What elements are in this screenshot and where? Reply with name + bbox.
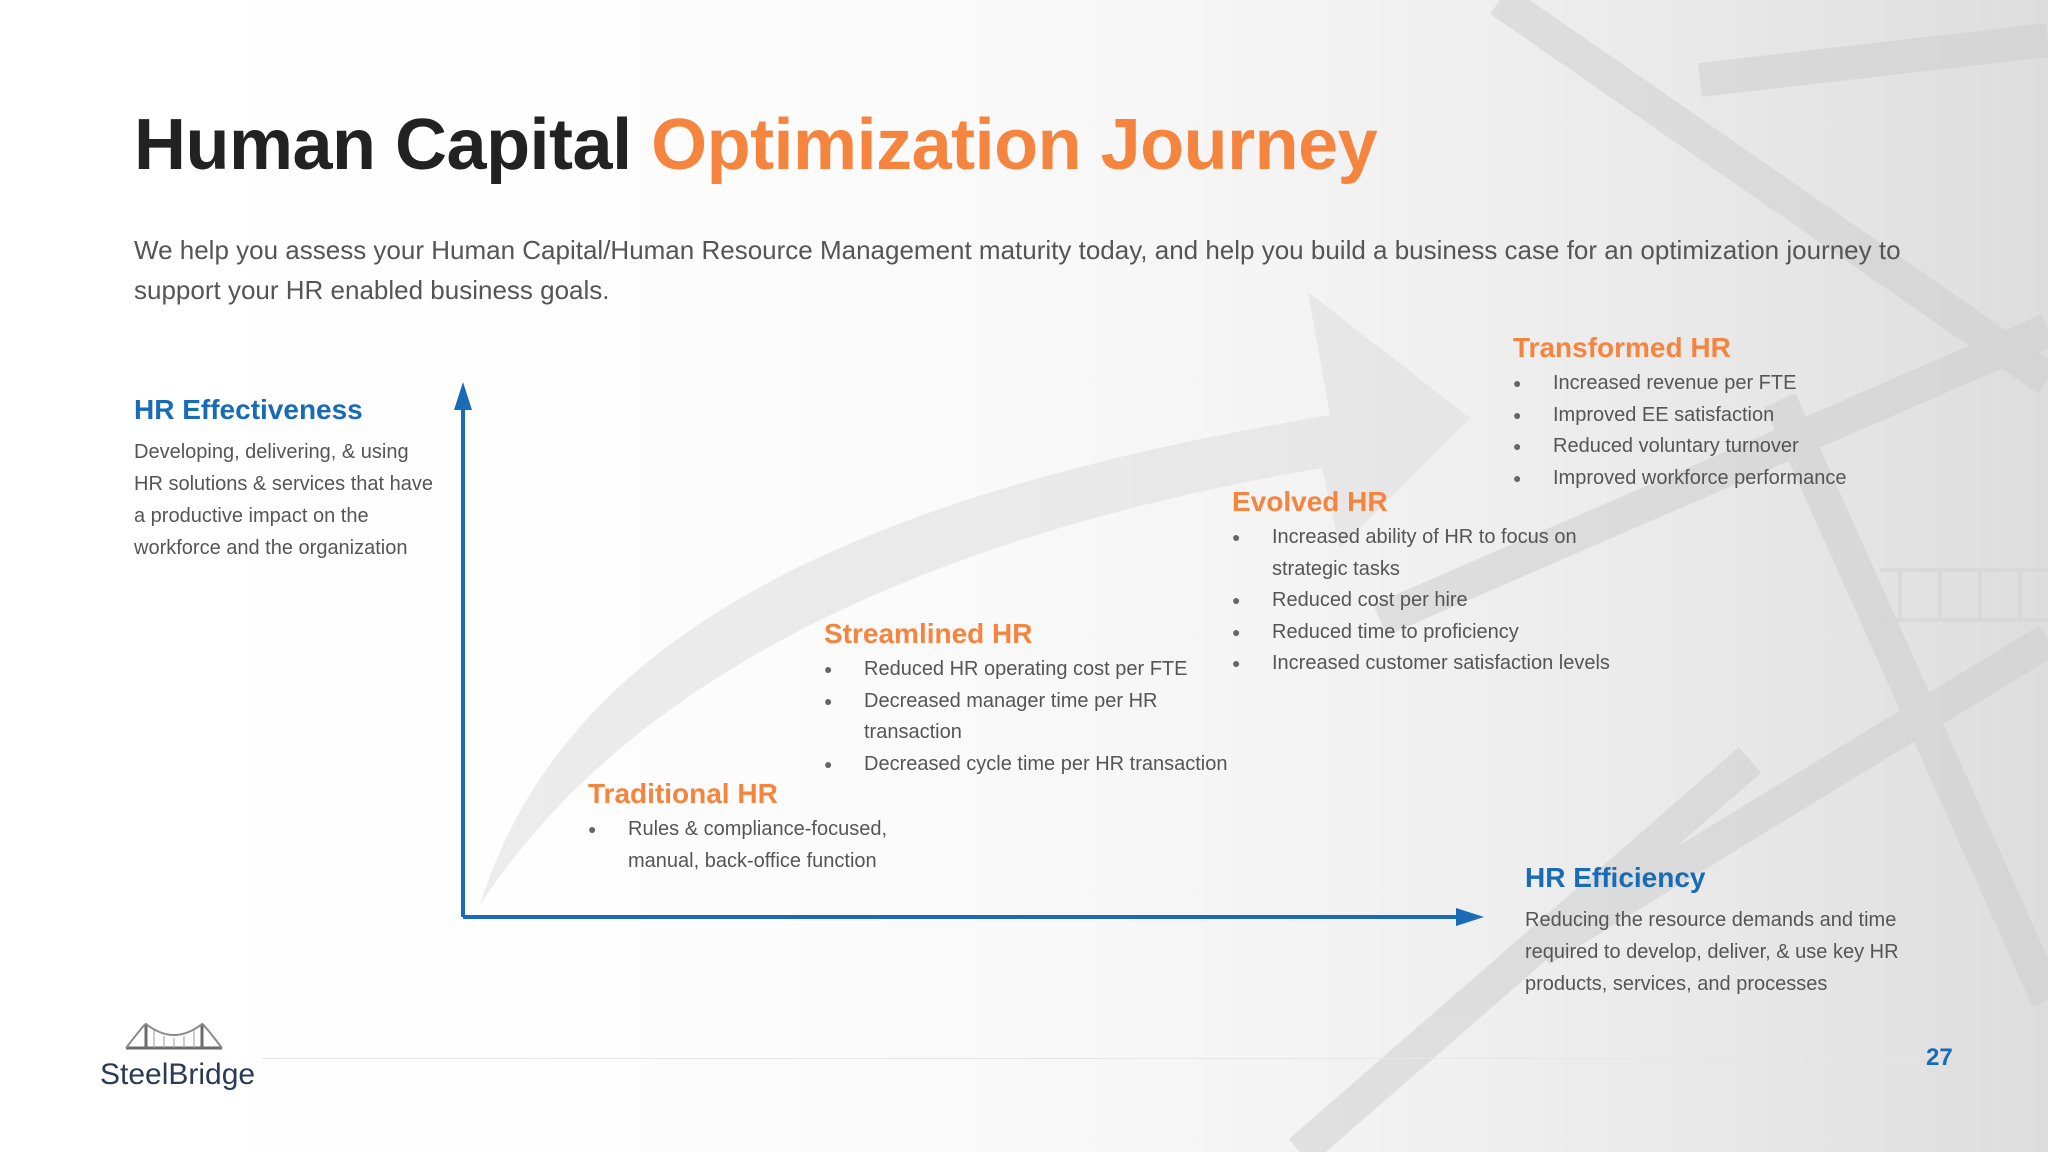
x-axis-label-block xyxy=(1525,862,1935,1000)
stage-title: Evolved HR xyxy=(1232,486,1388,517)
stage-bullet: ● Rules & compliance-focused, manual, back-office function xyxy=(588,814,948,877)
stage-bullet: ● Improved workforce performance xyxy=(1513,463,1933,495)
bridge-logo-icon xyxy=(124,1018,224,1058)
x-axis-description: Reducing the resource demands and time required to develop, deliver, & use key HR products, services, and processes xyxy=(1525,909,1899,995)
stage-bullet: ● Decreased cycle time per HR transaction xyxy=(824,749,1254,781)
y-axis-arrowhead xyxy=(454,382,472,410)
title-dark: Human Capital xyxy=(134,105,632,185)
subtitle: We help you assess your Human Capital/Human Resource Management maturity today, and help you build a business case for an optimization journey to support your HR enabled business goals. xyxy=(134,235,1901,305)
title-accent: Optimization Journey xyxy=(651,105,1378,185)
stage-bullet-list xyxy=(588,814,948,877)
stage-bullet-list xyxy=(1513,368,1933,494)
y-axis-description: Developing, delivering, & using HR solutions & services that have a productive impact on the workforce and the organization xyxy=(134,441,434,559)
stage-bullet: ● Improved EE satisfaction xyxy=(1513,400,1933,432)
x-axis-arrowhead xyxy=(1456,908,1484,926)
stage-bullet: ● Decreased manager time per HR transaction xyxy=(824,686,1184,749)
page-number: 27 xyxy=(1926,1044,1953,1071)
stage-bullet: ● Reduced voluntary turnover xyxy=(1513,431,1933,463)
y-axis-title: HR Effectiveness xyxy=(134,394,363,425)
stage-title: Streamlined HR xyxy=(824,618,1033,649)
stage-title: Transformed HR xyxy=(1513,332,1731,363)
stage-streamlined-hr xyxy=(824,618,1254,780)
logo-text: SteelBridge xyxy=(100,1058,256,1091)
stage-bullet: ● Reduced time to proficiency xyxy=(1232,617,1642,649)
stage-traditional-hr xyxy=(588,778,948,877)
stage-bullet: ● Increased customer satisfaction levels xyxy=(1232,648,1642,680)
stage-bullet: ● Reduced cost per hire xyxy=(1232,585,1642,617)
stage-title: Traditional HR xyxy=(588,778,778,809)
stage-transformed-hr xyxy=(1513,332,1933,494)
x-axis-title: HR Efficiency xyxy=(1525,862,1706,893)
steelbridge-logo xyxy=(100,1018,260,1092)
stage-bullet-list xyxy=(824,654,1254,780)
y-axis-label-block xyxy=(134,394,434,564)
stage-bullet: ● Increased ability of HR to focus on strategic tasks xyxy=(1232,522,1602,585)
stage-evolved-hr xyxy=(1232,486,1642,680)
footer-divider xyxy=(262,1058,1922,1059)
stage-bullet: ● Increased revenue per FTE xyxy=(1513,368,1933,400)
stage-bullet-list xyxy=(1232,522,1642,680)
stage-bullet: ● Reduced HR operating cost per FTE xyxy=(824,654,1254,686)
